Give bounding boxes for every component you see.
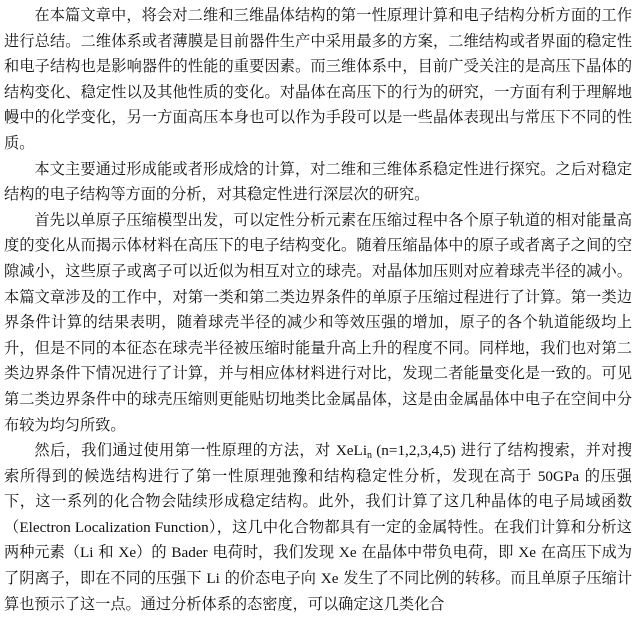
p4-text: 电荷时，我们发现 (207, 543, 339, 562)
p4-text: 在高压下成为了阴离子，即在不同的压强下 (4, 543, 633, 588)
element-xe: Xe (518, 544, 537, 562)
p4-text: 和 (93, 543, 119, 562)
paragraph-xeli-results (4, 438, 632, 617)
p4-text: ），这几中化合物都具有一定的金属特性。在我们计算和分析这两种元素（ (4, 517, 632, 562)
formula-xeli (335, 442, 456, 462)
formula-subscript: n (367, 450, 373, 462)
element-li: Li (80, 544, 94, 562)
paragraph-method: 本文主要通过形成能或者形成焓的计算，对二维和三维体系稳定性进行探究。之后对稳定结构的电子结构等方面的分析，对其稳定性进行深层次的研究。 (4, 159, 632, 204)
document-body (4, 3, 632, 617)
bader-term: Bader (171, 544, 208, 562)
element-li: Li (206, 570, 220, 588)
p4-text: 的压强下，这一系列的化合物会陆续形成稳定结构。此外，我们计算了这几种晶体的电子局域函数（ (4, 466, 632, 536)
p4-text: 进行了结构搜索，并对搜索所得到的候选结构进行了第一性原理弛豫和结构稳定性分析，发现在高于 (4, 441, 633, 485)
formula-base: XeLi (335, 442, 368, 460)
p4-text: 发生了不同比例的转移。而且单原子压缩计算也预示了这一点。通过分析体系的态密度，可以确定这几类化合 (4, 569, 633, 613)
element-xe: Xe (320, 570, 339, 588)
element-xe: Xe (118, 544, 137, 562)
pressure-value: 50GPa (537, 467, 580, 485)
elf-term: Electron Localization Function (19, 518, 209, 536)
p4-text: 然后，我们通过使用第一性原理的方法，对 (34, 441, 336, 460)
p4-text: ）的 (136, 543, 172, 562)
element-xe: Xe (338, 544, 357, 562)
p4-text: 的价态电子向 (219, 569, 321, 588)
paragraph-compression-model: 首先以单原子压缩模型出发，可以定性分析元素在压缩过程中各个原子轨道的相对能量高度的变化从而揭示体材料在高压下的电子结构变化。随着压缩晶体中的原子或者离子之间的空隙减小，这些原子或离子可以近似为相互对立的球壳。对晶体加压则对应着球壳半径的减小。本篇文章涉及的工作中，对第一类和第二类边界条件的单原子压缩过程进行了计算。第一类边界条件计算的结果表明，随着球壳半径的减少和等效压强的增加，原子的各个轨道能级均上升，但是不同的本征态在球壳半径被压缩时能量升高上升的程度不同。同样地，我们也对第二类边界条件下情况进行了计算，并与相应体材料进行对比，发现二者能量变化是一致的。可见第二类边界条件中的球壳压缩则更能贴切地类比金属晶体，这是由金属晶体中电子在空间中分布较为均匀所致。 (4, 210, 632, 434)
p4-text: 在晶体中带负电荷，即 (356, 543, 519, 562)
formula-args: (n=1,2,3,4,5) (372, 442, 456, 460)
paragraph-intro: 在本篇文章中，将会对二维和三维晶体结构的第一性原理计算和电子结构分析方面的工作进行总结。二维体系或者薄膜是目前器件生产中采用最多的方案，二维结构或者界面的稳定性和电子结构也是影响器件的性能的重要因素。而三维体系中，目前广受关注的是高压下晶体的结构变化、稳定性以及其他性质的变化。对晶体在高压下的行为的研究，一方面有利于理解地幔中的化学变化，另一方面高压本身也可以作为手段可以是一些晶体表现出与常压下不同的性质。 (4, 6, 632, 152)
